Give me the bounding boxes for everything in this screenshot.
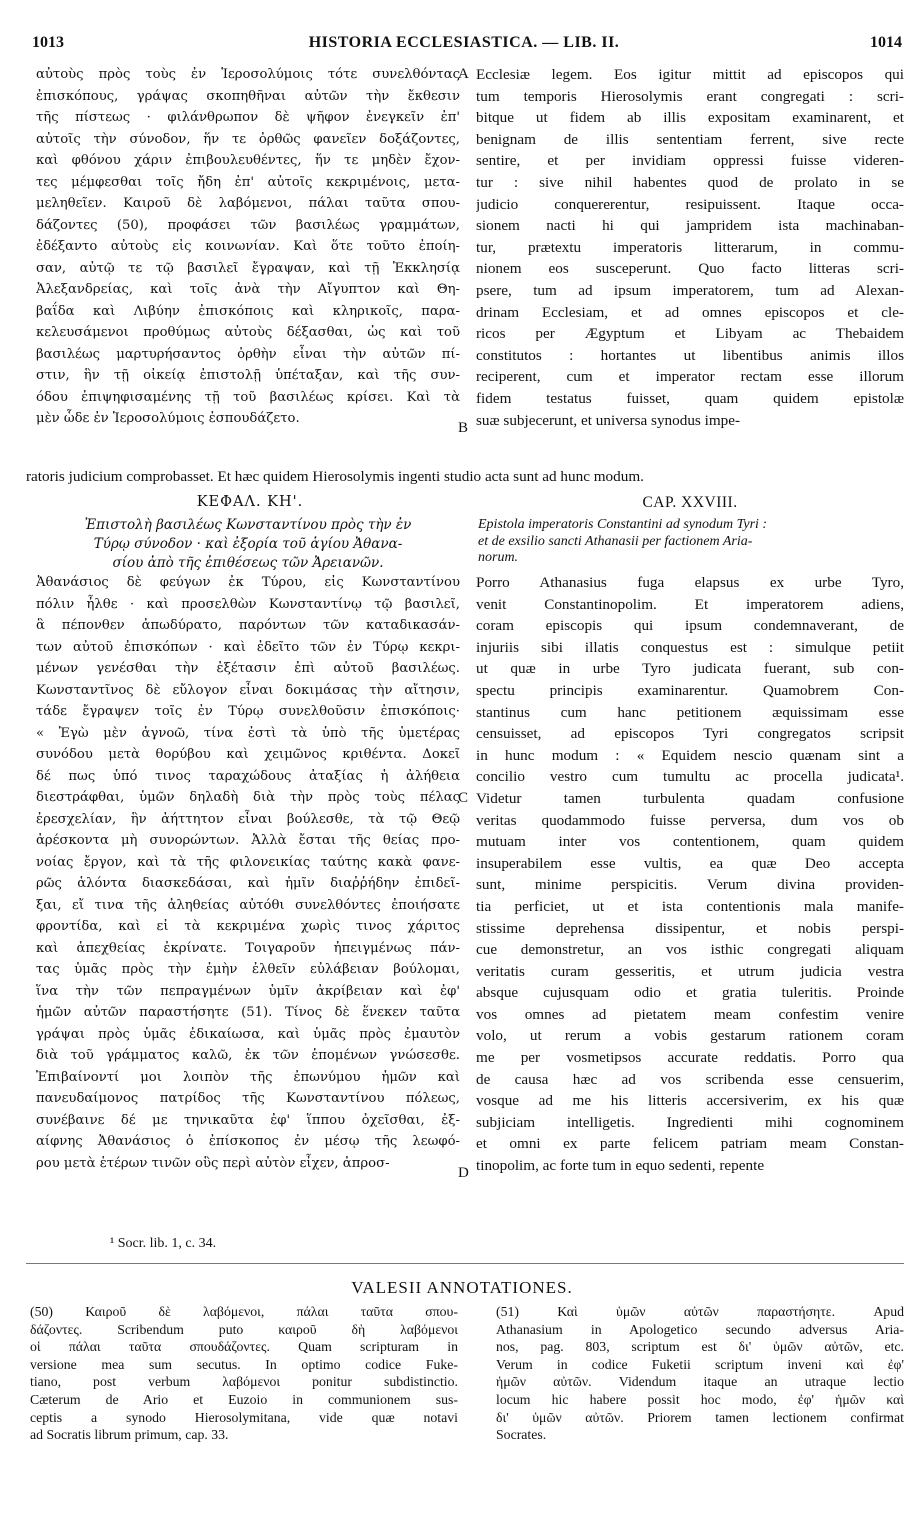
latin-text-line: tum temporis Hierosolymis erant congregati : scri- [476,87,904,105]
latin-text-line: judicio conquererentur, resipuissent. Itaque occa- [476,195,904,213]
latin-text-line: tia perficiet, ut et ista contentionis mala manife- [476,897,904,915]
subtitle-latin-line: et de exsilio sancti Athanasii per factionem Aria- [478,533,753,549]
subtitle-greek-line: σίου ἀπὸ τῆς ἐπιθέσεως τῶν Ἀρειανῶν. [112,555,384,571]
latin-text-line: concilio vestro cum tumultu ac procella judicata¹. [476,768,904,786]
greek-text-line: μεληθεῖεν. Καιροῦ δὲ λαβόμενοι, πάλαι ταῦτα σπου- [36,196,460,211]
greek-text-line: ρου μετὰ ἑτέρων τινῶν οὓς περὶ αὐτὸν εἶχεν, ἀπροσ- [36,1155,390,1171]
greek-text-line: διεστράφθαι, ὑμῶν δηλαδὴ διὰ τὴν πρὸς τοὺς πέλας [36,790,460,805]
latin-text-line: vosque ad me his litteris accersiverim, ex his quæ [476,1092,904,1110]
subtitle-latin-line: Epistola imperatoris Constantini ad synodum Tyri : [478,517,768,532]
chapter-heading-greek: ΚΕΦΑΛ. ΚΗ'. [196,494,304,510]
greek-text-line: Ἀθανάσιος δὲ φεύγων ἐκ Τύρου, εἰς Κωνσταντίνου [36,575,460,590]
latin-text-line: venit Constantinopolim. Et imperatorem adiens, [476,595,904,613]
greek-text-line: « Ἐγὼ μὲν ἀγνοῶ, τίνα ἐστὶ τὰ ὑπὸ τῆς ὑμετέρας [36,725,460,741]
greek-text-line: σαν, αὐτῷ τε τῷ βασιλεῖ ἔγραψαν, καὶ τῇ Ἐκκλησίᾳ [36,260,460,276]
latin-text-line: censuisset, ad episcopos Tyri congregatos scripsit [476,725,904,743]
greek-text-line: όδου ἐπιψηφισαμένης τῇ τοῦ βασιλέως κρίσει. Καὶ τὰ [36,389,460,405]
margin-letter-b: B [458,420,469,436]
latin-text-line: ut quæ in urbe Tyro judicata fuerant, sub con- [476,660,904,678]
greek-text-line: δάζοντες (50), προφάσει τῶν βασιλέως γραμμάτων, [36,217,460,233]
greek-text-line: μένων γενέσθαι τὴν ἐξέτασιν ἐπὶ αὐτοῦ βασιλέως. [36,661,460,676]
divider [26,1263,904,1264]
latin-text-line: reciperent, cum et imperator rectam esse illorum [476,368,904,386]
annotation-line: δάζοντες. Scribendum puto καιροῦ δὴ λαβόμενοι [30,1321,458,1337]
greek-text-line: τας ὑμᾶς πρὸς τὴν ἐμὴν ἐλθεῖν εὐλάβειαν βούλομαι, [36,962,460,977]
annotation-right [496,1303,904,1444]
latin-column-top [476,64,904,431]
greek-text-line: στιν, ἣν τῇ οἰκείᾳ ἐπιστολῇ ὑπέταξαν, καὶ τῆς συν- [36,368,460,383]
greek-text-line: συνόδου μετὰ θορύβου καὶ χειμῶνος κριθέντα. Δοκεῖ [36,747,460,762]
greek-text-line: γράψαι πρὸς ὑμᾶς ἐδικαίωσα, καὶ ὑμᾶς πρὸς ἐμαυτὸν [36,1026,460,1042]
latin-text-line: drinam Ecclesiam, et ad omnes episcopos et cle- [476,303,904,321]
annotation-line: ad Socratis librum primum, cap. 33. [30,1427,229,1443]
latin-text-line: cue demonstretur, an vos isthic congregati aliquam [476,941,904,959]
greek-text-line: φροντίδα, καὶ εἰ τὰ κεκριμένα χωρὶς τινος χάριτος [36,919,460,934]
margin-letter-d: D [458,1165,469,1181]
greek-text-line: ἐπισκόπους, γράψας σκοπηθῆναι αὐτῶν τὴν ἔκθεσιν [36,88,460,104]
latin-text-line: stissime deprehensa dissipentur, et nobis perspi- [476,919,904,937]
latin-text-line: Videtur tamen turbulenta quadam confusione [476,789,904,807]
latin-text-line: volo, ut rerum a vobis gestarum rationem coram [476,1027,904,1045]
greek-text-line: ἃ πέπονθεν ἀπωδύρατο, παρόντων τῶν καταδικασάν- [36,618,460,633]
greek-text-line: ἵνα τὴν τῶν πεπραγμένων ὑμῖν ἀκρίβειαν καὶ ἐφ' [36,983,460,999]
greek-text-line: καὶ φθόνου χάριν ἐπιβουλευθέντες, ἥν τε μηδὲν ἔχον- [36,153,460,168]
latin-text-line: mutuam inter vos contentionem, quam quidem [476,833,904,851]
greek-text-line: ἐρεσχελίαν, ἣν ἀήττητον εἶναι βούλεσθε, τὰ τῷ Θεῷ [36,811,460,827]
running-header [26,34,902,58]
latin-text-line: sentire, et per invidiam oppressi fuisse videren- [476,152,904,170]
latin-text-line: insuperabilem esse vultis, ea quæ Deo accepta [476,854,904,872]
running-title: HISTORIA ECCLESIASTICA. — LIB. II. [308,34,620,51]
latin-text-line: sionem nacti hi qui jampridem ista machinaban- [476,217,904,235]
subtitle-latin-line: norum. [478,550,519,565]
greek-text-line: βασιλέως μαρτυρήσαντος ὀρθὴν εἶναι τὴν αὐτῶν πί- [36,346,460,362]
latin-text-line: veritas quodammodo fuisse perversa, dum vos ob [476,811,904,829]
annotation-line: locum hic habere possit hoc modo, ἐφ' ἡμῶν καὶ [496,1391,904,1407]
latin-text-line: spectu principis examinarentur. Quamobrem Con- [476,681,904,699]
page-number-right: 1014 [870,34,902,51]
annotation-line: nos, pag. 803, scriptum est δι' ὑμῶν αὐτῶν, etc. [496,1339,904,1355]
latin-text-line: in hunc modum : « Equidem nescio quænam sint a [476,746,904,764]
latin-text-line: vos omnes ad pietatem meam confestim venire [476,1005,904,1023]
annotation-line: ceptis a synodo Hierosolymitana, vide quæ notavi [30,1409,458,1425]
annotation-line: ἡμῶν αὐτῶν. Videndum itaque an utraque lectio [496,1374,904,1390]
latin-text-line: Ecclesiæ legem. Eos igitur mittit ad episcopos qui [476,66,904,83]
annotation-line: οἱ πάλαι ταῦτα σπουδάζοντες. Quam scripturam in [30,1339,458,1355]
latin-text-line: benignam de illis sententiam ferrent, sive recte [476,130,904,148]
chapter-subtitle-greek [38,516,458,573]
latin-text-line: tur : sive nihil habentes quod de prolato in se [476,173,904,191]
greek-text-line: μὲν ὧδε ἐν Ἱεροσολύμοις ἐσπουδάζετο. [36,411,300,426]
latin-text-line: subjiciam intelligetis. Ingredienti mihi cognominem [476,1113,904,1131]
latin-text-line: psere, tum ad ipsum imperatorem, tum ad Alexan- [476,281,904,299]
greek-text-line: Ἀλεξανδρείας, καὶ τοῖς ἀνὰ τὴν Αἴγυπτον καὶ Θη- [36,282,460,297]
latin-text-line: constitutos : hortantes ut libentibus animis illos [476,346,904,364]
greek-text-line: ρῶς ἁλόντα διασκεδάσαι, καὶ ἡμῖν διαῤῥήδην ἐπιδεῖ- [36,876,460,891]
chapter-subtitle-latin [478,517,904,567]
greek-text-line: αὐτοὺς πρὸς τοὺς ἐν Ἱεροσολύμοις τότε συνελθόντας [36,67,460,82]
greek-column-top [36,64,460,430]
chapter-heading-latin: CAP. XXVIII. [642,494,738,511]
greek-text-line: τάδε ἔγραψεν τοῖς ἐν Τύρῳ συνελθοῦσιν ἐπισκόποις· [36,704,460,719]
greek-text-line: τῆς πίστεως · φιλάνθρωπον δὲ ψῆφον ἐνεγκεῖν ἐπ' [36,110,460,125]
subtitle-greek-line: Τύρῳ σύνοδον · καὶ ἐξορία τοῦ ἁγίου Ἀθανα- [93,536,403,552]
greek-column-bottom [36,572,460,1174]
greek-text-line: βαΐδα καὶ Λιβύην ἐπισκόποις καὶ κληρικοῖς, παρα- [36,303,460,319]
greek-text-line: ἡμῶν αὐτῶν παραστήσητε (51). Τίνος δὲ ἕνεκεν ταῦτα [36,1005,460,1020]
latin-text-line: nionem eos susceperunt. Quo facto litteras scri- [476,260,904,278]
latin-text-line: ricos per Ægyptum et Libyam ac Thebaidem [476,325,904,343]
greek-text-line: των αὐτοῦ ἐπισκόπων · καὶ ἐδεῖτο τῶν ἐν Τύρῳ κεκρι- [36,639,460,655]
greek-text-line: ξαι, εἴ τινα τῆς ἀληθείας αὐτόθι συνελθόντες ἐποιήσατε [36,897,460,913]
latin-text-line: et omni ex parte felicem patriam meam Constan- [476,1135,904,1153]
annotation-line: Cæterum de Ario et Euzoio in communionem sus- [30,1391,458,1407]
greek-text-line: συνέβαινε δέ με τηνικαῦτα ἐφ' ἵππου ὀχεῖσθαι, ἐξ- [36,1112,460,1128]
full-width-line: ratoris judicium comprobasset. Et hæc quidem Hierosolymis ingenti studio acta sunt ad hunc modum. [26,468,644,485]
greek-text-line: αὐτοῖς τὴν σύνοδον, ἥν τε ὀρθῶς φανεῖεν δοξάζοντες, [36,131,460,147]
margin-letter-a: A [458,66,469,82]
latin-text-line: fidem testatus fuisset, quam quidem epistolæ [476,389,904,407]
latin-text-line: me per vosmetipsos accurate reddatis. Porro qua [476,1049,904,1067]
latin-text-line: Porro Athanasius fuga elapsus ex urbe Tyro, [476,574,904,591]
latin-text-line: sunt, minime perspicitis. Verum divina providen- [476,876,904,894]
annotation-line: Socrates. [496,1427,547,1443]
latin-text-line: veritatis curam gesseritis, et utrum judicia vestra [476,962,904,980]
annotation-line: tiano, post verbum λαβόμενοι ponitur subdistinctio. [30,1374,458,1390]
annotation-left [30,1303,458,1444]
latin-text-line: bitque ut fidem ab illis expositam examinarent, et [476,109,904,127]
latin-text-line: stantinus cum hanc petitionem æquissimam esse [476,703,904,721]
annotations-heading: VALESII ANNOTATIONES. [351,1278,573,1297]
greek-text-line: δέ πως ὑπό τινος ταραχώδους ἀταξίας ἡ ἀλήθεια [36,768,460,784]
annotation-line: Athanasium in Apologetico secundo adversus Aria- [496,1321,904,1337]
annotation-line: versione mea sum secutus. In optimo codice Fuke- [30,1356,458,1372]
latin-text-line: de causa hæc ad vos scribenda esse censuerim, [476,1070,904,1088]
annotation-line: (51) Καὶ ὑμῶν αὐτῶν παραστήσητε. Apud [496,1304,904,1319]
margin-letter-c: C [458,790,469,806]
latin-text-line: suæ subjecerunt, et universa synodus impe- [476,411,741,429]
page-number-left: 1013 [32,34,64,51]
annotation-line: (50) Καιροῦ δὲ λαβόμενοι, πάλαι ταῦτα σπου- [30,1304,458,1319]
latin-text-line: tur, prætextu imperatoris litterarum, in commu- [476,238,904,256]
greek-text-line: κελευσάμενοι προθύμως αὐτοὺς δέξασθαι, ὡς καὶ τοῦ [36,325,460,340]
greek-text-line: ἐδέξαντο αὐτοὺς εἰς κοινωνίαν. Καὶ ὅτε τοῦτο ἐποίη- [36,239,460,254]
greek-text-line: καὶ ἀπεχθείας ἐκρίνατε. Τοιγαροῦν ἠπειγμένως πάν- [36,940,460,956]
annotation-line: Verum in codice Fuketii scriptum inveni καὶ ἐφ' [496,1356,904,1372]
latin-text-line: absque cujusquam odio et gratia tuleritis. Proinde [476,984,904,1002]
greek-text-line: πόλιν ἦλθε · καὶ προσελθὼν Κωνσταντίνῳ τῷ βασιλεῖ, [36,596,460,612]
subtitle-greek-line: Ἐπιστολὴ βασιλέως Κωνσταντίνου πρὸς τὴν ἐν [84,517,412,533]
latin-column-bottom [476,572,904,1177]
greek-text-line: νοίας ἔργον, καὶ τὰ τῆς φιλονεικίας ταύτης κακὰ φανε- [36,854,460,870]
greek-text-line: ἀρέσκοντα μὴ συνορώντων. Ἀλλὰ ἔσται τῆς θείας προ- [36,833,460,848]
greek-text-line: διὰ τοῦ γράμματος καλῶ, ἐκ τῶν ἑπομένων γνώσεσθε. [36,1048,460,1063]
footnote: ¹ Socr. lib. 1, c. 34. [110,1236,217,1251]
annotation-line: δι' ὑμῶν αὐτῶν. Priorem tamen lectionem confirmat [496,1409,904,1425]
latin-text-line: injuriis sibi illatis conquestus est : simulque petiit [476,638,904,656]
latin-text-line: tinopolim, ac forte tum in equo sedenti, repente [476,1157,765,1175]
greek-text-line: Κωνσταντῖνος δὲ εὔλογον εἶναι δοκιμάσας τὴν αἴτησιν, [36,682,460,698]
greek-text-line: τες μέμφεσθαι τοῖς ἤδη ἐπ' αὐτοῖς κεκριμένοις, μετα- [36,174,460,190]
greek-text-line: πανευδαίμονος πατρίδος τῆς Κωνσταντίνου πόλεως, [36,1091,460,1106]
greek-text-line: αίφνης Ἀθανάσιος ὁ ἐπίσκοπος ἐν μέσῳ τῆς λεωφό- [36,1134,460,1149]
latin-text-line: coram episcopis qui ipsum condemnaverant, de [476,617,904,635]
greek-text-line: Ἐπιβαίνοντί μοι λοιπὸν τῆς ἐπωνύμου ἡμῶν καὶ [36,1069,460,1085]
